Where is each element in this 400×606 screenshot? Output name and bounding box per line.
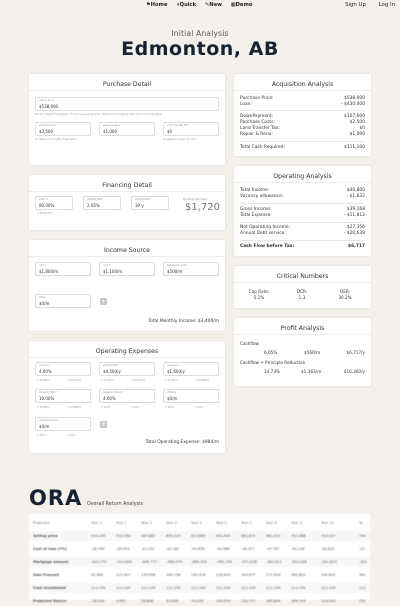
page-subtitle: Initial Analysis <box>171 29 229 38</box>
critical-numbers-title: Critical Numbers <box>234 266 371 283</box>
table-cell: -38,790 <box>91 547 105 551</box>
repairs-maintenance-monthly-hint: = $0/m <box>101 406 111 409</box>
table-header-cell: Year 2 <box>116 521 127 525</box>
ora-table <box>29 514 370 603</box>
table-cell: -41,152 <box>141 547 155 551</box>
table-header-cell: Year 5 <box>191 521 202 525</box>
table-cell: -47,707 <box>266 547 280 551</box>
cashflow-yearly: $6,717/y <box>346 350 365 355</box>
income-source-card <box>29 240 225 331</box>
table-cell: Projected Return <box>33 599 67 603</box>
table-row <box>29 544 370 554</box>
land-transfer-tax-row: Land Transfer Tax: $0 <box>240 126 365 131</box>
interest-rate-field[interactable]: Interest Rate 2.65% <box>83 196 121 210</box>
purchase-detail-card <box>29 74 225 165</box>
table-cell: -44,968 <box>216 547 230 551</box>
table-cell: 111 <box>359 586 366 590</box>
table-cell: 28,858 <box>141 599 154 603</box>
property-tax-yearly-hint: = $4,500/y <box>131 379 145 382</box>
table-row <box>29 570 370 580</box>
table-cell: 271,904 <box>266 573 281 577</box>
table-cell: Mortgage amount <box>33 560 69 564</box>
total-cash-required-row: Total Cash Required: $111,100 <box>240 145 365 150</box>
income-source-title: Income Source <box>29 240 225 257</box>
table-cell: 111,100 <box>241 586 256 590</box>
table-cell: 111,100 <box>166 586 181 590</box>
total-operating-expense: Total Operating Expense: $984/m <box>145 440 219 445</box>
table-cell: -46,317 <box>241 547 255 551</box>
other-income-field[interactable]: Other $0/m <box>35 294 91 308</box>
table-cell: 216,693 <box>216 573 231 577</box>
asking-price-field[interactable]: Asking Price $538,000 <box>35 97 219 111</box>
table-cell: -331 <box>359 560 367 564</box>
table-cell: 132,777 <box>241 599 256 603</box>
financing-detail-title: Financing Detail <box>29 175 225 192</box>
unit1-rent-field[interactable]: Unit 1 $1,800/m <box>35 262 91 276</box>
table-cell: 554,140 <box>91 534 106 538</box>
property-tax-monthly-hint: = $375/m <box>101 379 114 382</box>
nav-home-link[interactable]: ⚑Home <box>146 2 168 8</box>
add-expense-button[interactable]: + <box>100 421 107 428</box>
table-cell: 243,877 <box>241 573 256 577</box>
cap-rate-stat: Cap Rate: 5.1% <box>248 289 270 300</box>
table-cell: 570,764 <box>116 534 131 538</box>
table-cell: 642,400 <box>216 534 231 538</box>
table-cell: -422,770 <box>91 560 107 564</box>
gross-income-row: Gross Income: $39,168 <box>240 207 365 212</box>
table-cell: 723,027 <box>321 534 336 538</box>
table-row <box>29 531 370 541</box>
property-tax-field[interactable]: Property Tax $4,500/y <box>99 362 155 376</box>
table-row <box>29 596 370 606</box>
acquisition-analysis-card <box>234 74 371 156</box>
insurance-field[interactable]: Insurance $1,600/y <box>163 362 219 376</box>
total-income-row: Total Income: $40,800 <box>240 188 365 193</box>
financing-detail-card <box>29 175 225 230</box>
table-cell: 744 <box>359 534 366 538</box>
table-cell: 111,100 <box>291 586 306 590</box>
table-cell: 139,958 <box>141 573 156 577</box>
other-expenses-yearly-hint: = $0/y <box>67 434 76 437</box>
insurance-monthly-hint: = $133/m <box>165 379 178 382</box>
property-management-yearly-hint: = $4,080/y <box>67 406 81 409</box>
divider <box>240 110 365 111</box>
land-transfer-tax-field[interactable]: Land Transfer Tax $0 <box>163 122 219 136</box>
table-header-row <box>29 518 370 528</box>
cfpr-monthly: $1,363/m <box>301 369 322 374</box>
table-cell: -361,911 <box>266 560 282 564</box>
table-cell: 330,602 <box>321 573 336 577</box>
profit-analysis-card <box>234 318 371 386</box>
signup-link[interactable]: Sign Up <box>345 2 366 8</box>
table-cell: 605,524 <box>166 534 181 538</box>
purchase-detail-title: Purchase Detail <box>29 74 225 91</box>
table-row <box>29 557 370 567</box>
table-cell: 111,100 <box>141 586 156 590</box>
table-row <box>29 583 370 593</box>
repairs-maintenance-yearly-hint: = $0/y <box>131 406 140 409</box>
table-cell: 111,100 <box>116 586 131 590</box>
table-header-cell: Year 3 <box>141 521 152 525</box>
vacancy-allowance-row: Vacancy allowance: - $1,632 <box>240 194 365 199</box>
divider <box>240 222 365 223</box>
table-header-cell: Year 1 <box>91 521 102 525</box>
table-cell: 189,704 <box>291 599 306 603</box>
table-cell: 53,658 <box>166 599 179 603</box>
table-header-cell: Year 6 <box>216 521 227 525</box>
table-cell: -52 <box>359 547 365 551</box>
add-income-button[interactable]: + <box>100 298 107 305</box>
divider <box>240 203 365 204</box>
purchase-price-row: Purchase Price: $538,000 <box>240 96 365 101</box>
purchase-price-field[interactable]: Purchase Price $2,500 <box>35 122 91 136</box>
basement-rent-field[interactable]: Basement rental $500/m <box>163 262 219 276</box>
total-expense-row: Total Expense: - $11,812 <box>240 213 365 218</box>
cfpr-percent: 14.73% <box>264 369 280 374</box>
cashflow-percent: 6.05% <box>264 350 278 355</box>
table-header-cell: Year 7 <box>241 521 252 525</box>
page-title: Edmonton, AB <box>121 38 279 60</box>
login-link[interactable]: Log In <box>378 2 395 8</box>
annual-debt-service-row: Annual Debt service: - $20,639 <box>240 231 365 236</box>
table-cell: 587,887 <box>141 534 156 538</box>
profit-analysis-title: Profit Analysis <box>234 318 371 335</box>
operating-analysis-card <box>234 166 371 256</box>
table-cell: 701,968 <box>291 534 306 538</box>
repair-reno-row: Repair & Reno: $1,000 <box>240 132 365 137</box>
repairs-maintenance-field[interactable]: Repairs & Maint 4.00% <box>99 389 155 403</box>
table-header-cell: Year 10 <box>321 521 334 525</box>
table-cell: -18,520 <box>91 599 105 603</box>
table-header-cell: Projected <box>33 521 50 525</box>
table-cell: -406,777 <box>141 560 157 564</box>
table-cell: -414,904 <box>116 560 132 564</box>
table-cell: 164,758 <box>166 573 181 577</box>
oer-stat: OER: 30.2% <box>338 289 352 300</box>
cashflow-label: Cashflow <box>240 341 259 346</box>
vacancy-field[interactable]: Vacancy 4.00% <box>35 362 91 376</box>
divider <box>240 240 365 241</box>
table-header-cell: Ye <box>359 521 363 525</box>
table-cell: 4,807 <box>116 599 127 603</box>
table-cell: 111,100 <box>191 586 206 590</box>
unit2-rent-field[interactable]: Unit 2 $1,100/m <box>99 262 155 276</box>
property-management-field[interactable]: Property Mgmt 10.00% <box>35 389 91 403</box>
nav-new-link[interactable]: ✎New <box>204 2 222 8</box>
table-cell: -50,612 <box>321 547 335 551</box>
table-cell: 190,328 <box>191 573 206 577</box>
table-cell: -42,387 <box>166 547 180 551</box>
table-cell: Sale Proceed <box>33 573 59 577</box>
table-cell: 160,804 <box>266 599 281 603</box>
operating-analysis-title: Operating Analysis <box>234 166 371 183</box>
table-cell: 300,804 <box>291 573 306 577</box>
top-nav <box>0 0 400 12</box>
cashflow-monthly: $560/m <box>304 350 321 355</box>
table-cell: 111,100 <box>91 586 106 590</box>
table-cell: 111,100 <box>321 586 336 590</box>
dcr-stat: DCR: 1.3 <box>296 289 308 300</box>
table-cell: 661,672 <box>241 534 256 538</box>
table-cell: 219,502 <box>321 599 336 603</box>
property-management-monthly-hint: = $340/m <box>37 406 50 409</box>
utilities-monthly-hint: = $0/m <box>165 406 175 409</box>
purchase-price-hint: on other price (right) imagination <box>35 138 77 141</box>
nav-quick-link[interactable]: »Quick <box>176 2 197 8</box>
ora-title: ORA <box>29 486 83 510</box>
page-header <box>0 29 400 60</box>
table-cell: 623,689 <box>191 534 206 538</box>
table-header-cell: Year 8 <box>266 521 277 525</box>
cashflow-principle-label: Cashflow + Principle Reduction <box>240 360 306 365</box>
monthly-payment-value: $1,720 <box>185 202 220 213</box>
loan-percent-field[interactable]: Loan % 80.00% <box>35 196 73 210</box>
table-cell: 681,522 <box>266 534 281 538</box>
table-cell: 111,100 <box>216 586 231 590</box>
table-cell: -341,813 <box>321 560 337 564</box>
total-monthly-income: Total Monthly Income: $3,400/m <box>148 319 219 324</box>
critical-numbers-card <box>234 266 371 308</box>
auth-links <box>334 2 395 8</box>
operating-expenses-card <box>29 341 225 453</box>
table-header-cell: Year 9 <box>291 521 302 525</box>
loan-row: Loan: - $430,400 <box>240 102 365 107</box>
monthly-payment-label: Monthly Payment <box>183 197 208 201</box>
table-cell: 250 <box>359 599 366 603</box>
table-header-cell: Year 4 <box>166 521 177 525</box>
table-cell: Cost of Sale (7%) <box>33 547 67 551</box>
vacancy-yearly-hint: = $1,632/y <box>67 379 81 382</box>
table-cell: 115,907 <box>116 573 131 577</box>
vacancy-monthly-hint: = $136/m <box>37 379 50 382</box>
land-transfer-tax-hint: (suggested value: $1,075) <box>163 138 196 141</box>
downpayment-row: DownPayment: $107,600 <box>240 114 365 119</box>
asking-price-hint: Pro tip: Adjust the analysis / if one uses asking price, (there are something here and some important) <box>35 113 162 116</box>
table-cell: -389,703 <box>191 560 207 564</box>
nav-links <box>146 2 259 8</box>
operating-expenses-title: Operating Expenses <box>29 341 225 358</box>
table-cell: -43,658 <box>191 547 205 551</box>
loan-amount-hint: = $430,400 <box>37 212 52 215</box>
cash-flow-before-tax-row: Cash Flow before Tax: $6,717 <box>240 244 365 249</box>
ora-subtitle: Overall Return Analysis <box>87 502 143 507</box>
table-cell: -352,026 <box>291 560 307 564</box>
table-cell: -398,379 <box>166 560 182 564</box>
table-cell: 79,228 <box>191 599 204 603</box>
cfpr-yearly: $16,360/y <box>343 369 365 374</box>
table-cell: 111,100 <box>266 586 281 590</box>
table-cell: -380,739 <box>216 560 232 564</box>
table-cell: -371,478 <box>241 560 257 564</box>
table-cell: 361 <box>359 573 366 577</box>
utilities-field[interactable]: Utilities $0/m <box>163 389 219 403</box>
insurance-yearly-hint: = $1,600/y <box>195 379 209 382</box>
purchase-costs-row: Purchase Costs: $2,500 <box>240 120 365 125</box>
table-cell: -39,953 <box>116 547 130 551</box>
table-cell: Cash investment <box>33 586 67 590</box>
net-operating-income-row: Net Operating Income: $27,356 <box>240 225 365 230</box>
divider <box>240 141 365 142</box>
table-cell: 92,580 <box>91 573 104 577</box>
table-cell: -49,138 <box>291 547 305 551</box>
other-expenses-monthly-hint: = $0/m <box>37 434 47 437</box>
amortization-field[interactable]: Amortization 30 y <box>131 196 169 210</box>
acquisition-analysis-title: Acquisition Analysis <box>234 74 371 91</box>
repair-reno-field[interactable]: Repair & Reno $1,000 <box>99 122 155 136</box>
nav-demo-link[interactable]: ▦Demo <box>230 2 253 8</box>
table-cell: 105,593 <box>216 599 231 603</box>
utilities-yearly-hint: = $0/y <box>195 406 204 409</box>
other-expenses-field[interactable]: Other Expenses $0/m <box>35 417 91 431</box>
table-cell: Selling price <box>33 534 58 538</box>
